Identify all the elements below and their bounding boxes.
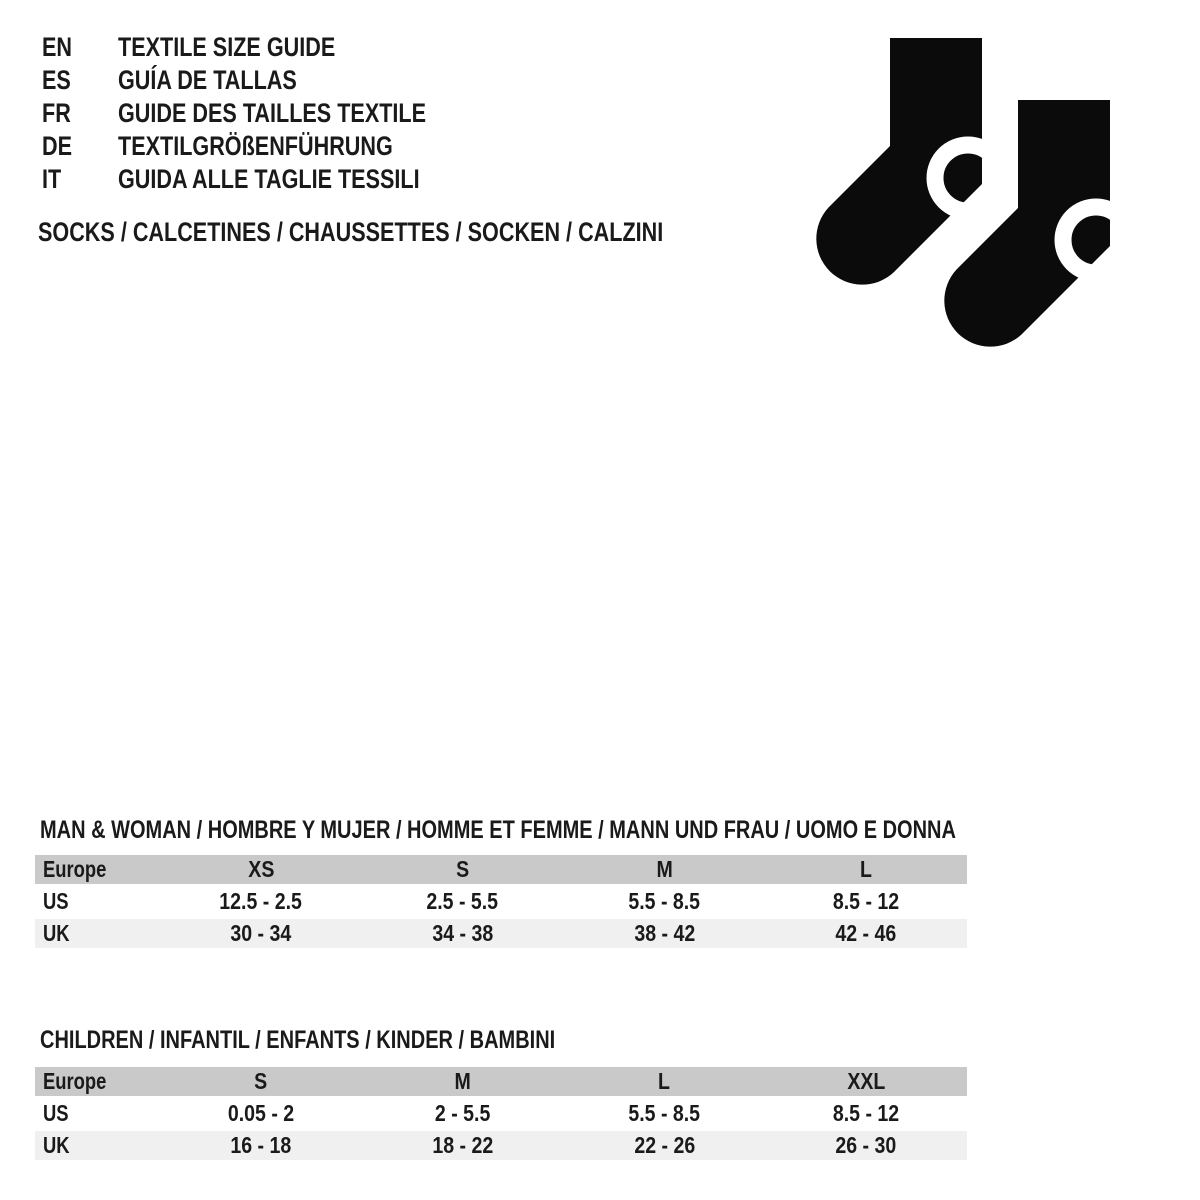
category-title: SOCKS / CALCETINES / CHAUSSETTES / SOCKEN / CALZINI [38,217,664,247]
column-header-size: XXL [847,1068,886,1094]
size-value: 12.5 - 2.5 [219,888,303,914]
size-value: 38 - 42 [633,920,695,946]
region-label: US [43,1100,69,1126]
language-title-row [42,163,503,196]
size-value: 8.5 - 12 [832,888,900,914]
children-table-title: CHILDREN / INFANTIL / ENFANTS / KINDER / BAMBINI [40,1026,556,1054]
size-value: 26 - 30 [835,1132,897,1158]
size-value: 2.5 - 5.5 [426,888,499,914]
column-header-size: M [454,1068,471,1094]
region-label: US [43,888,69,914]
language-code: DE [42,131,73,161]
size-value: 30 - 34 [230,920,292,946]
size-value: 2 - 5.5 [434,1100,491,1126]
column-header-size: S [456,856,470,882]
language-title-row [42,97,503,130]
language-title-row [42,31,503,64]
language-title: GUIDA ALLE TAGLIE TESSILI [118,164,420,194]
column-header-size: XS [247,856,274,882]
region-label: UK [43,1132,70,1158]
language-title-list [42,31,503,196]
column-header-europe: Europe [43,856,107,882]
language-title: GUÍA DE TALLAS [118,65,297,95]
table-header-row [35,855,967,884]
column-header-size: L [860,856,873,882]
language-title: GUIDE DES TAILLES TEXTILE [118,98,427,128]
region-label: UK [43,920,70,946]
language-title-row [42,64,503,97]
table-row-us [35,1099,967,1128]
language-code: IT [42,164,62,194]
size-value: 5.5 - 8.5 [628,888,701,914]
language-title: TEXTILE SIZE GUIDE [118,32,336,62]
man-woman-size-table [35,852,967,951]
man-woman-table-title: MAN & WOMAN / HOMBRE Y MUJER / HOMME ET FEMME / MANN UND FRAU / UOMO E DONNA [40,816,956,844]
socks-icon [808,28,1128,354]
size-value: 8.5 - 12 [832,1100,900,1126]
language-code: FR [42,98,71,128]
size-value: 5.5 - 8.5 [628,1100,701,1126]
language-code: EN [42,32,73,62]
table-row-uk [35,1131,967,1160]
table-header-row [35,1067,967,1096]
size-value: 22 - 26 [633,1132,695,1158]
language-title-row [42,130,503,163]
size-value: 16 - 18 [230,1132,292,1158]
column-header-size: L [658,1068,671,1094]
size-value: 34 - 38 [432,920,494,946]
language-title: TEXTILGRÖßENFÜHRUNG [118,131,393,161]
size-value: 18 - 22 [432,1132,494,1158]
column-header-size: M [656,856,673,882]
table-row-us [35,887,967,916]
size-value: 0.05 - 2 [227,1100,295,1126]
language-code: ES [42,65,71,95]
table-row-uk [35,919,967,948]
column-header-size: S [254,1068,268,1094]
children-size-table [35,1064,967,1163]
size-value: 42 - 46 [835,920,897,946]
column-header-europe: Europe [43,1068,107,1094]
